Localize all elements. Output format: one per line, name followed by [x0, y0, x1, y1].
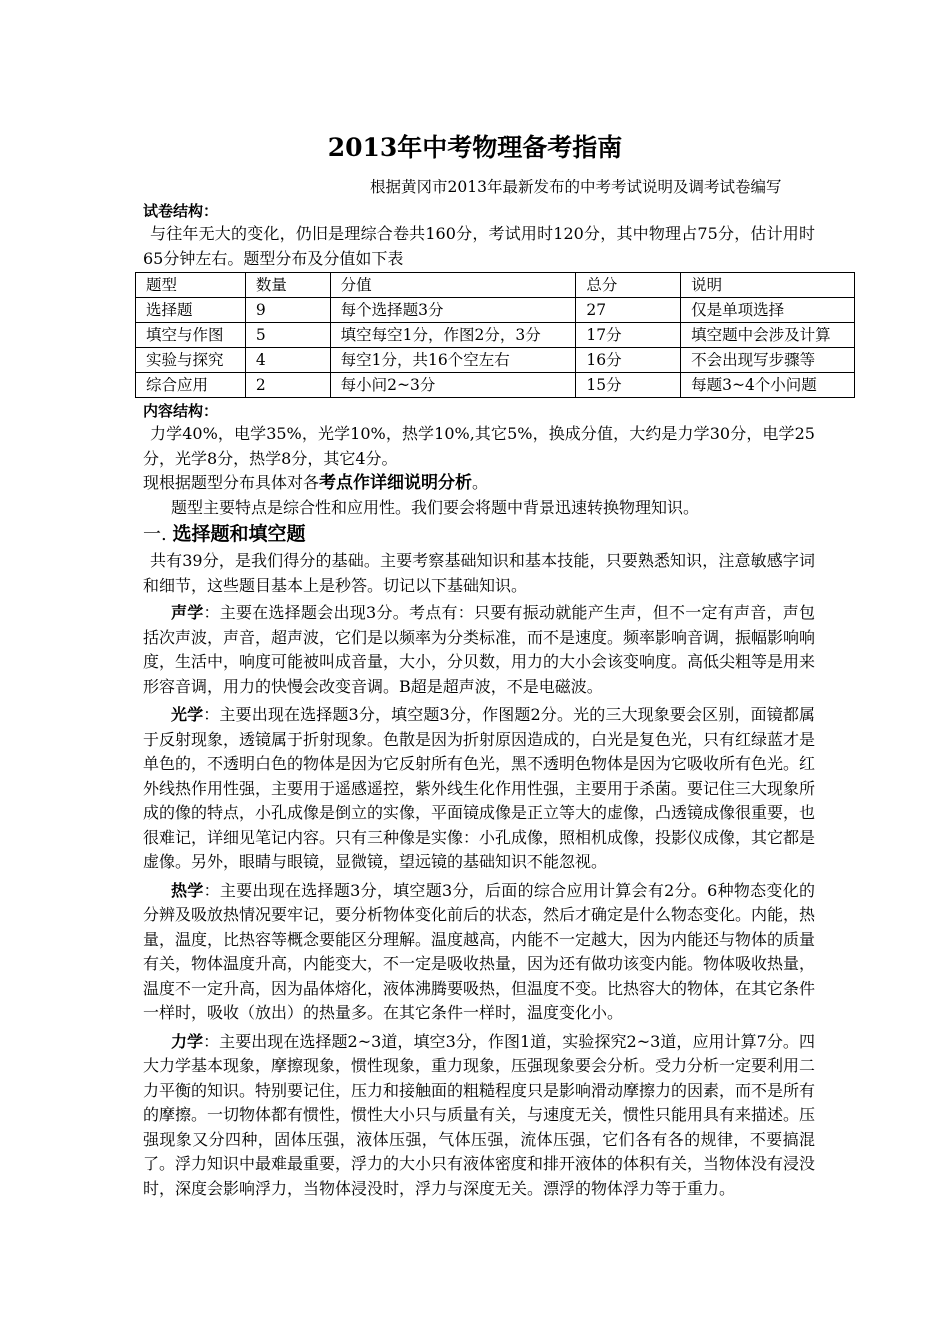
table-cell: 16分: [576, 348, 681, 373]
table-row: [136, 323, 855, 348]
table-header-cell: 分值: [330, 273, 576, 298]
table-cell: 实验与探究: [136, 348, 246, 373]
topic-label: 光学: [171, 705, 204, 724]
table-cell: 4: [245, 348, 330, 373]
table-header-cell: 说明: [681, 273, 855, 298]
table-cell: 选择题: [136, 298, 246, 323]
table-header-row: [136, 273, 855, 298]
analysis-emphasis: 考点作详细说明分析: [319, 473, 473, 493]
topic-text: ：主要出现在选择题3分，填空题3分，后面的综合应用计算会有2分。6种物态变化的分辨及吸放热情况要牢记，要分析物体变化前后的状态，然后才确定是什么物态变化。内能，热量，温度，比热容等概念要能区分理解。温度越高，内能不一定越大，因为内能还与物体的质量有关，物体温度升高，内能变大，不一定是吸收热量，因为还有做功该变内能。物体吸收热量，温度不一定升高，因为晶体熔化，液体沸腾要吸热，但温度不变。比热容大的物体，在其它条件一样时，吸收（放出）的热量多。在其它条件一样时，温度变化小。: [143, 880, 816, 1022]
document-title: 2013年中考物理备考指南: [327, 133, 623, 162]
structure-heading: 试卷结构：: [143, 202, 219, 220]
table-cell: 每空1分，共16个空左右: [330, 348, 576, 373]
content-heading: 内容结构：: [143, 402, 219, 420]
content-paragraph: 力学40%，电学35%，光学10%，热学10%,其它5%，换成分值，大约是力学30分，电学25分，光学8分，热学8分，其它4分。: [143, 424, 815, 468]
table-cell: 综合应用: [136, 373, 246, 398]
document-body: [143, 200, 831, 1201]
structure-paragraph: 与往年无大的变化，仍旧是理综合卷共160分，考试用时120分，其中物理占75分，估计用时65分钟左右。题型分布及分值如下表: [143, 224, 815, 268]
score-table: [135, 272, 855, 398]
table-cell: 每小问2~3分: [330, 373, 576, 398]
table-cell: 每个选择题3分: [330, 298, 576, 323]
topic-text: ：主要出现在选择题3分，填空题3分，作图题2分。光的三大现象要会区别，面镜都属于反射现象，透镜属于折射现象。色散是因为折射原因造成的，白光是复色光，只有红绿蓝才是单色的，不透明白色的物体是因为它反射所有色光，黑不透明色物体是因为它吸收所有色光。红外线热作用性强，主要用于遥感遥控，紫外线生化作用性强，主要用于杀菌。要记住三大现象所成的像的特点，小孔成像是倒立的实像，平面镜成像是正立等大的虚像，凸透镜成像很重要，也很难记，详细见笔记内容。只有三种像是实像：小孔成像，照相机成像，投影仪成像，其它都是虚像。另外，眼睛与眼镜，显微镜，望远镜的基础知识不能忽视。: [143, 705, 816, 871]
topic-acoustics: [143, 601, 815, 699]
analysis-suffix: 。: [472, 473, 489, 492]
table-cell: 15分: [576, 373, 681, 398]
feature-paragraph: 题型主要特点是综合性和应用性。我们要会将题中背景迅速转换物理知识。: [171, 497, 700, 517]
document-subtitle: 根据黄冈市2013年最新发布的中考考试说明及调考试卷编写: [370, 178, 782, 196]
table-cell: 17分: [576, 323, 681, 348]
topic-thermal: [143, 879, 815, 1026]
table-header-cell: 题型: [136, 273, 246, 298]
table-row: [136, 298, 855, 323]
section-title: 选择题和填空题: [172, 523, 306, 545]
table-cell: 填空题中会涉及计算: [681, 323, 855, 348]
table-header-cell: 数量: [245, 273, 330, 298]
topic-label: 热学: [171, 880, 204, 900]
table-row: [136, 348, 855, 373]
topic-label: 力学: [171, 1031, 204, 1051]
table-cell: 2: [245, 373, 330, 398]
topic-label: 声学: [171, 603, 204, 622]
table-row: [136, 373, 855, 398]
analysis-paragraph: [143, 471, 815, 496]
table-header-cell: 总分: [576, 273, 681, 298]
topic-optics: [143, 703, 815, 875]
table-cell: 5: [245, 323, 330, 348]
table-cell: 填空每空1分，作图2分，3分: [330, 323, 576, 348]
intro-paragraph: 共有39分，是我们得分的基础。主要考察基础知识和基本技能，只要熟悉知识，注意敏感字词和细节，这些题目基本上是秒答。切记以下基础知识。: [143, 551, 815, 595]
table-cell: 每题3~4个小问题: [681, 373, 855, 398]
table-cell: 仅是单项选择: [681, 298, 855, 323]
section-number: 一.: [143, 524, 167, 545]
topic-mechanics: [143, 1030, 815, 1202]
table-cell: 27: [576, 298, 681, 323]
table-cell: 9: [245, 298, 330, 323]
topic-text: ：主要在选择题会出现3分。考点有：只要有振动就能产生声，但不一定有声音，声包括次声波，声音，超声波，它们是以频率为分类标准，而不是速度。频率影响音调，振幅影响响度，生活中，响度可能被叫成音量，大小，分贝数，用力的大小会该变响度。高低尖粗等是用来形容音调，用力的快慢会改变音调。B超是超声波，不是电磁波。: [143, 603, 816, 696]
section-heading: [143, 520, 815, 549]
topic-text: ：主要出现在选择题2~3道，填空3分，作图1道，实验探究2~3道，应用计算7分。四大力学基本现象，摩擦现象，惯性现象，重力现象，压强现象要会分析。受力分析一定要利用二力平衡的知识。特别要记住，压力和接触面的粗糙程度只是影响滑动摩擦力的因素，而不是所有的摩擦。一切物体都有惯性，惯性大小只与质量有关，与速度无关，惯性只能用具有来描述。压强现象又分四种，固体压强，液体压强，气体压强，流体压强，它们各有各的规律，不要搞混了。浮力知识中最难最重要，浮力的大小只有液体密度和排开液体的体积有关，当物体没有浸没时，深度会影响浮力，当物体浸没时，浮力与深度无关。漂浮的物体浮力等于重力。: [143, 1031, 816, 1198]
table-cell: 填空与作图: [136, 323, 246, 348]
table-cell: 不会出现写步骤等: [681, 348, 855, 373]
analysis-prefix: 现根据题型分布具体对各: [143, 473, 320, 492]
